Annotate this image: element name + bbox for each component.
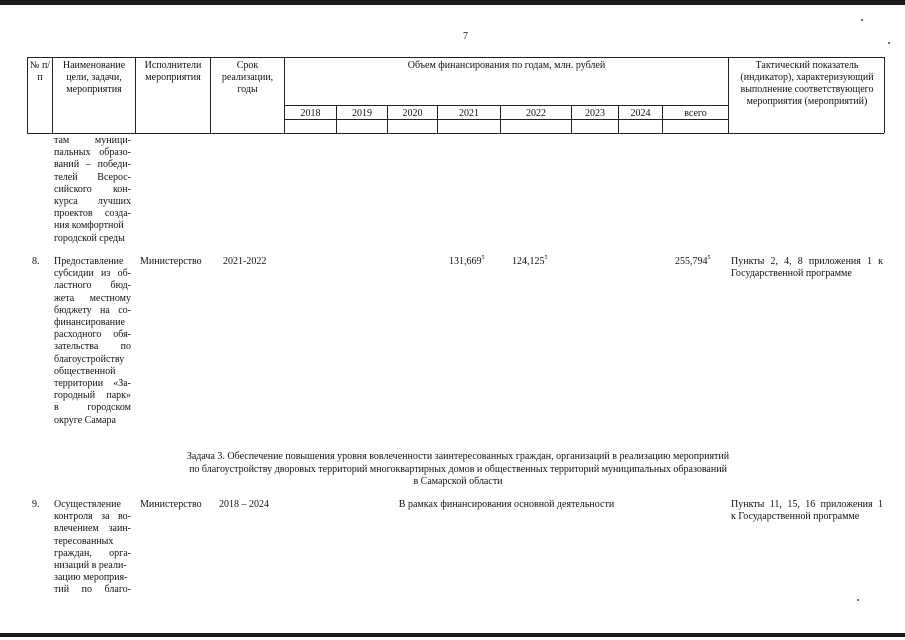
row-period: 2018 – 2024 xyxy=(219,499,269,510)
header-executor: Исполнители мероприятия xyxy=(144,60,202,83)
top-border xyxy=(0,0,905,5)
year-total: всего xyxy=(684,108,707,119)
header-indicator: Тактический показатель (индикатор), характеризующий выполнение соответствующего мероприятия (мероприятий) xyxy=(740,60,874,107)
scan-speck xyxy=(861,19,863,21)
value-2022: 124,125$^5$ xyxy=(512,255,548,267)
row-indicator: Пункты 11, 15, 16 приложения 1 к Государственной программе xyxy=(731,499,883,523)
row-executor: Министерство xyxy=(140,256,202,267)
row-number: 8. xyxy=(32,256,40,267)
header-number: № п/п xyxy=(29,60,51,83)
year-2018: 2018 xyxy=(300,108,321,119)
header-name: Наименование цели, задачи, мероприятия xyxy=(62,60,126,95)
row-number: 9. xyxy=(32,499,40,510)
year-2020: 2020 xyxy=(402,108,423,119)
value-2021: 131,669$^5$ xyxy=(449,255,485,267)
row-name: Предоставление субсидии из об- ластного бюд- жета местному бюджету на со- финансирование расходного обя- зательства по благоустройству общественной территории «За- городный парк» в городском округе Самара xyxy=(54,256,131,426)
row-name: Осуществление контроля за во- влечением заин- тересованных граждан, орга- низаций в реали- зацию мероприя- тий по благо- xyxy=(54,499,131,596)
header-finance: Объем финансирования по годам, млн. рублей xyxy=(407,60,606,71)
task-3-heading: Задача 3. Обеспечение повышения уровня вовлеченности заинтересованных граждан, организаций в реализацию мероприятий по благоустройству дворовых территорий многоквартирных домов и общественных территорий муниципальных образований в Самарской области xyxy=(186,451,730,487)
page-number: 7 xyxy=(463,31,468,42)
year-2023: 2023 xyxy=(585,108,605,119)
header-period: Срок реализации, годы xyxy=(221,60,274,95)
bottom-border xyxy=(0,633,905,637)
scan-speck xyxy=(888,42,890,44)
row-executor: Министерство xyxy=(140,499,202,510)
year-2021: 2021 xyxy=(459,108,479,119)
year-2022: 2022 xyxy=(526,108,546,119)
value-total: 255,794$^5$ xyxy=(675,255,711,267)
scan-speck xyxy=(857,599,859,601)
continuation-name: там муници- пальных образо- ваний – победи- телей Всерос- сийского кон- курса лучших проектов созда- ния комфортной городской среды xyxy=(54,135,131,244)
year-2019: 2019 xyxy=(352,108,372,119)
row-indicator: Пункты 2, 4, 8 приложения 1 к Государственной программе xyxy=(731,256,883,280)
row-finance-note: В рамках финансирования основной деятельности xyxy=(398,499,615,510)
row-period: 2021-2022 xyxy=(223,256,267,267)
year-2024: 2024 xyxy=(630,108,651,119)
